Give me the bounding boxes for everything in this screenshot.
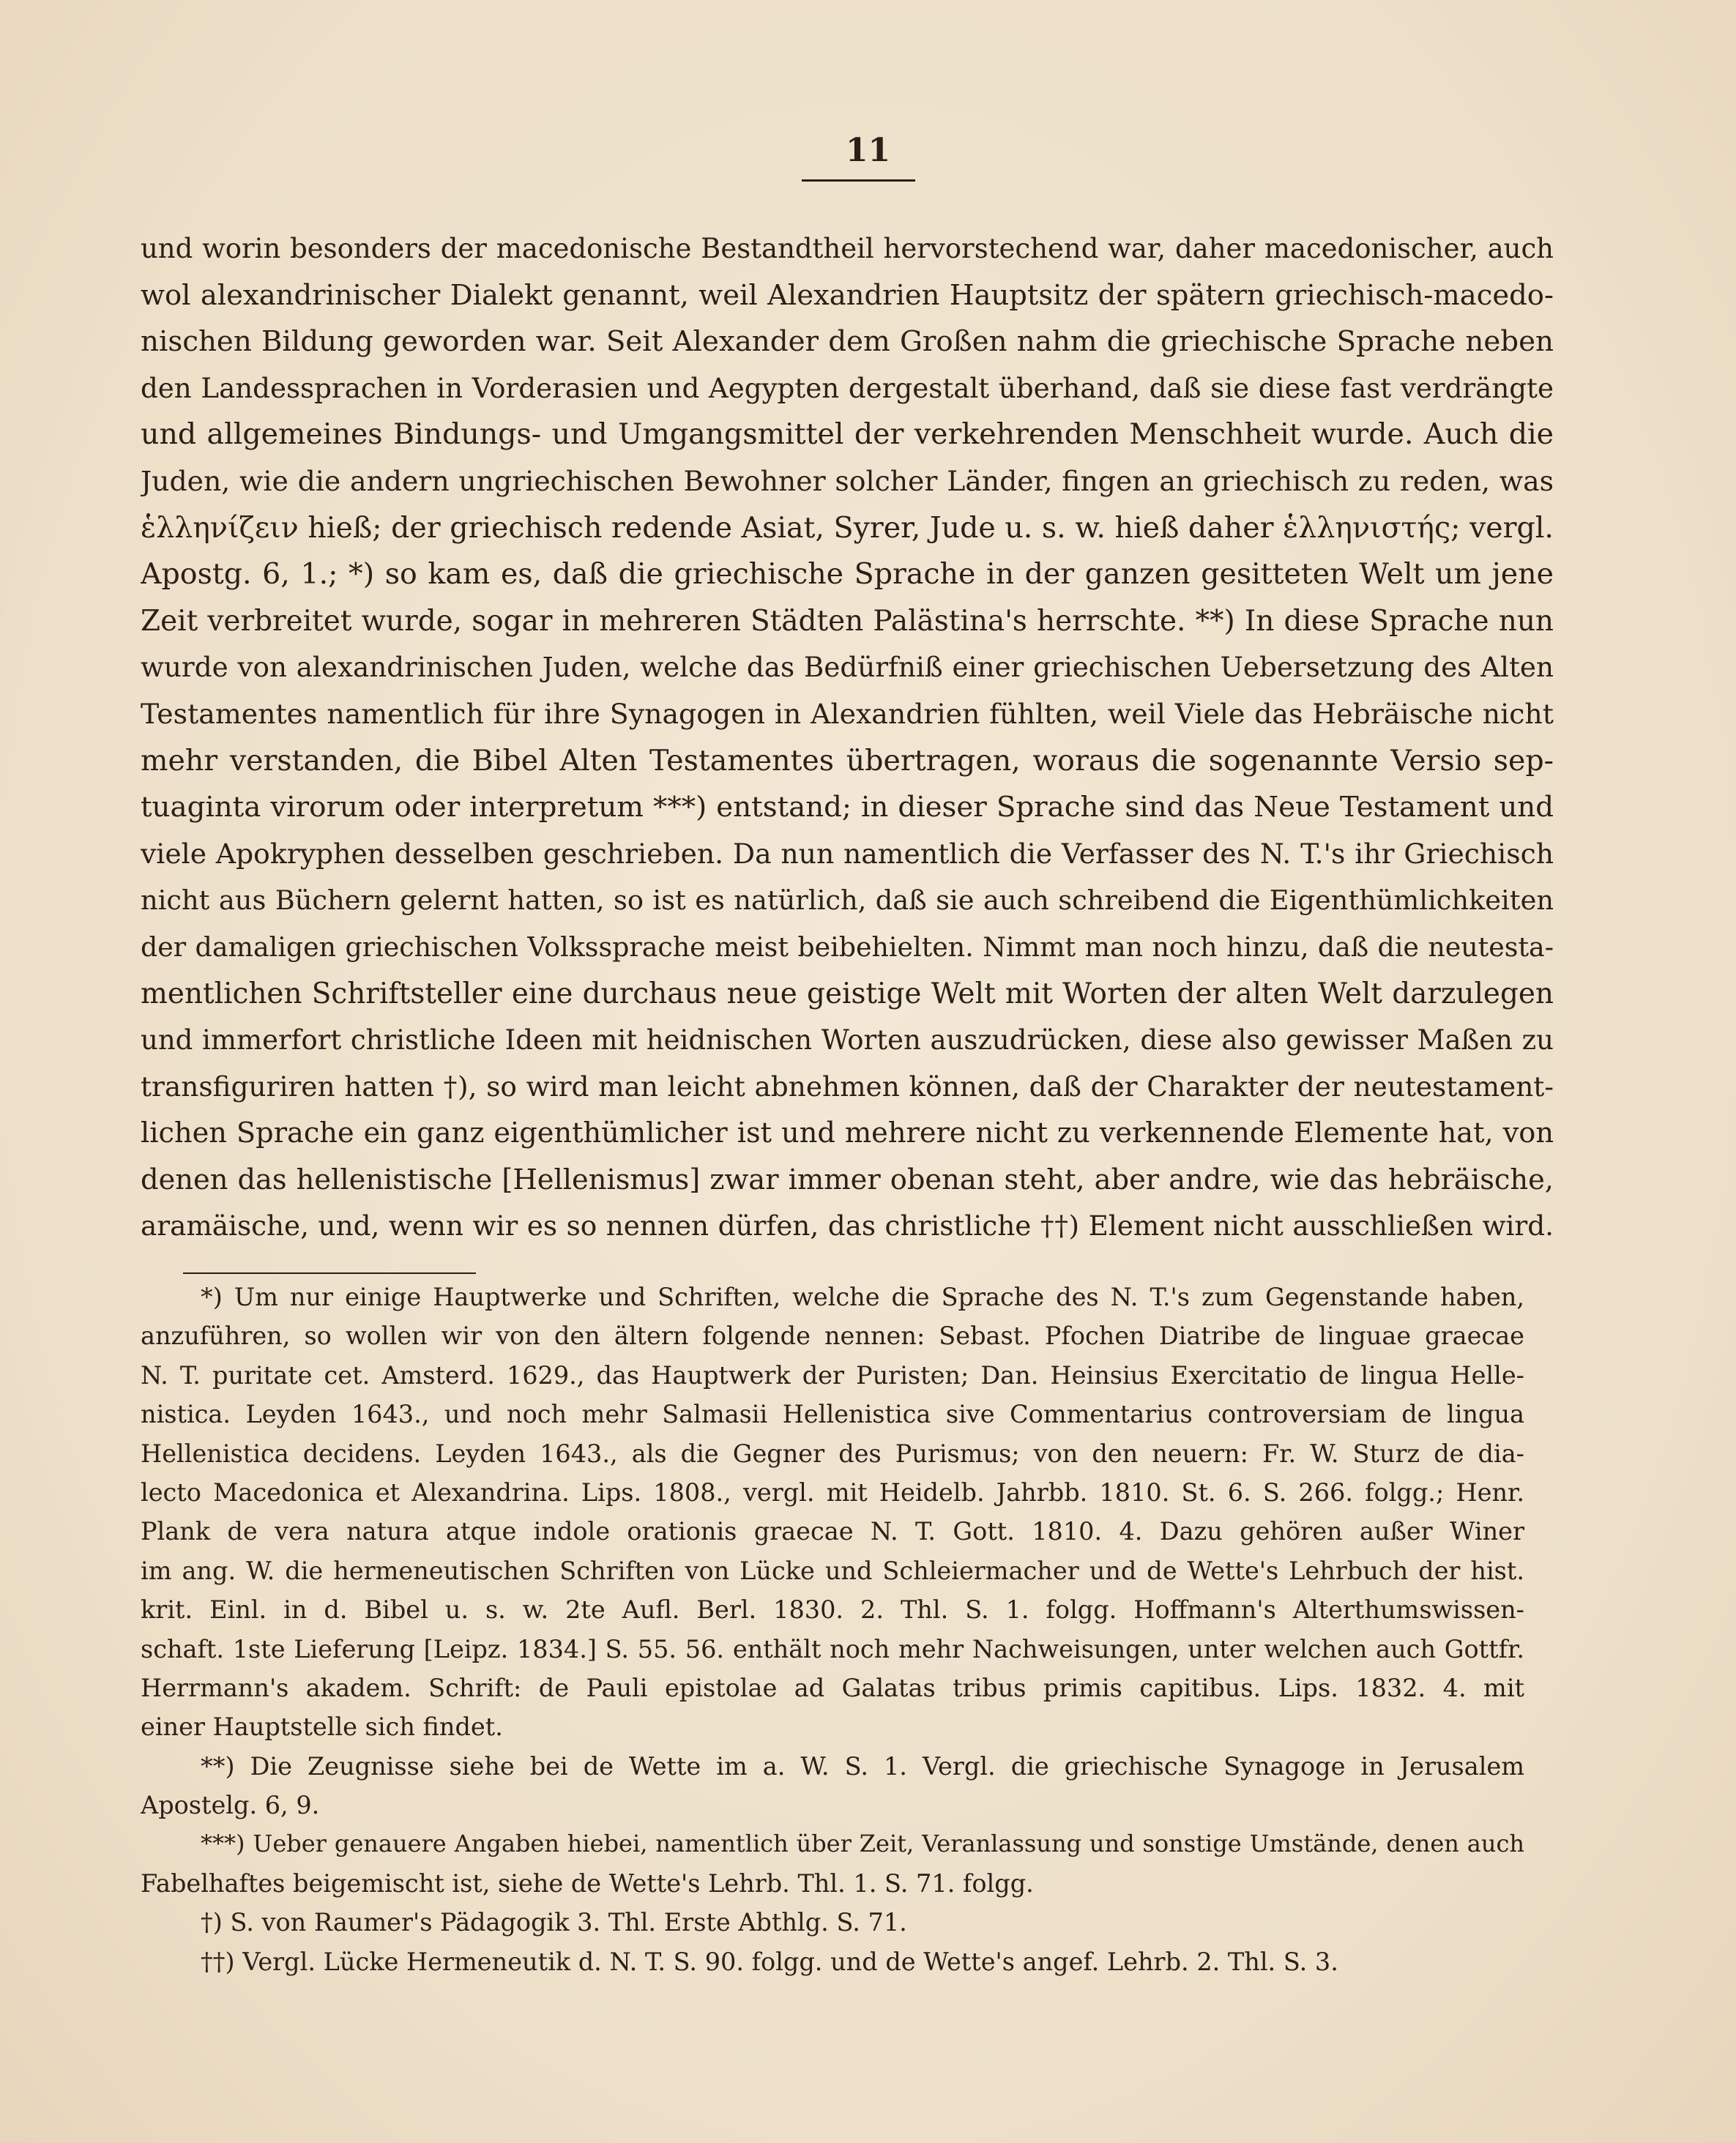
footnote-line: nistica. Leyden 1643., und noch mehr Salmasii Hellenistica sive Commentarius controversiam de lingua bbox=[141, 1400, 1524, 1429]
text-line: tuaginta virorum oder interpretum ***) entstand; in dieser Sprache sind das Neue Testament und bbox=[141, 791, 1554, 824]
main-text-block bbox=[141, 226, 1554, 1250]
footnote-line: Herrmann's akadem. Schrift: de Pauli epistolae ad Galatas tribus primis capitibus. Lips. 1832. 4. mit bbox=[141, 1673, 1524, 1702]
text-line: nicht aus Büchern gelernt hatten, so ist es natürlich, daß sie auch schreibend die Eigenthümlichkeiten bbox=[141, 884, 1554, 917]
text-line: transfiguriren hatten †), so wird man leicht abnehmen können, daß der Charakter der neutestament- bbox=[141, 1070, 1554, 1103]
text-line: viele Apokryphen desselben geschrieben. Da nun namentlich die Verfasser des N. T.'s ihr Griechisch bbox=[141, 837, 1554, 870]
footnote-line: anzuführen, so wollen wir von den ältern folgende nennen: Sebast. Pfochen Diatribe de linguae graecae bbox=[141, 1322, 1524, 1351]
footnote-line: Apostelg. 6, 9. bbox=[141, 1791, 320, 1820]
text-line: denen das hellenistische [Hellenismus] zwar immer obenan steht, aber andre, wie das hebräische, bbox=[141, 1163, 1554, 1196]
text-line: und immerfort christliche Ideen mit heidnischen Worten auszudrücken, diese also gewisser Maßen zu bbox=[141, 1024, 1554, 1056]
footnote-line: krit. Einl. in d. Bibel u. s. w. 2te Aufl. Berl. 1830. 2. Thl. S. 1. folgg. Hoffmann's Alterthumswissen- bbox=[141, 1595, 1524, 1625]
text-line: wurde von alexandrinischen Juden, welche das Bedürfniß einer griechischen Uebersetzung des Alten bbox=[141, 651, 1554, 684]
footnote-line: Plank de vera natura atque indole orationis graecae N. T. Gott. 1810. 4. Dazu gehören außer Winer bbox=[141, 1517, 1524, 1546]
text-line: mehr verstanden, die Bibel Alten Testamentes übertragen, woraus die sogenannte Versio sep- bbox=[141, 743, 1554, 778]
footnote-line: Hellenistica decidens. Leyden 1643., als die Gegner des Purismus; von den neuern: Fr. W. Sturz de dia- bbox=[141, 1439, 1524, 1468]
text-line: Apostg. 6, 1.; *) so kam es, daß die griechische Sprache in der ganzen gesitteten Welt um jene bbox=[141, 557, 1554, 592]
footnote-5: ††) Vergl. Lücke Hermeneutik d. N. T. S. 90. folgg. und de Wette's angef. Lehrb. 2. Thl. S. 3. bbox=[201, 1947, 1338, 1976]
footnote-line: Fabelhaftes beigemischt ist, siehe de Wette's Lehrb. Thl. 1. S. 71. folgg. bbox=[141, 1868, 1034, 1898]
footnote-line: schaft. 1ste Lieferung [Leipz. 1834.] S. 55. 56. enthält noch mehr Nachweisungen, unter welchen auch Gottfr. bbox=[141, 1634, 1524, 1663]
text-line: Juden, wie die andern ungriechischen Bewohner solcher Länder, fingen an griechisch zu reden, was bbox=[141, 464, 1554, 497]
text-line: nischen Bildung geworden war. Seit Alexander dem Großen nahm die griechische Sprache neben bbox=[141, 325, 1554, 359]
footnote-line: N. T. puritate cet. Amsterd. 1629., das Hauptwerk der Puristen; Dan. Heinsius Exercitatio de lingua Helle- bbox=[141, 1360, 1524, 1390]
text-line: aramäische, und, wenn wir es so nennen dürfen, das christliche ††) Element nicht ausschließen wird. bbox=[141, 1210, 1554, 1242]
header-rule bbox=[802, 179, 915, 182]
text-line: Zeit verbreitet wurde, sogar in mehreren Städten Palästina's herrschte. **) In diese Sprache nun bbox=[141, 604, 1554, 638]
text-line: lichen Sprache ein ganz eigenthümlicher ist und mehrere nicht zu verkennende Elemente hat, von bbox=[141, 1117, 1554, 1150]
text-line: und worin besonders der macedonische Bestandtheil hervorstechend war, daher macedonischer, auch bbox=[141, 233, 1554, 264]
text-line: ἑλληνίζειν hieß; der griechisch redende Asiat, Syrer, Jude u. s. w. hieß daher ἑλληνιστής; vergl. bbox=[141, 510, 1554, 545]
text-line: und allgemeines Bindungs- und Umgangsmittel der verkehrenden Menschheit wurde. Auch die bbox=[141, 417, 1554, 452]
footnote-rule bbox=[183, 1272, 476, 1274]
footnote-line: im ang. W. die hermeneutischen Schriften von Lücke und Schleiermacher und de Wette's Lehrbuch der hist. bbox=[141, 1556, 1524, 1585]
text-line: mentlichen Schriftsteller eine durchaus neue geistige Welt mit Worten der alten Welt darzulegen bbox=[141, 977, 1554, 1010]
footnotes-block bbox=[141, 1278, 1524, 1981]
text-line: Testamentes namentlich für ihre Synagogen in Alexandrien fühlten, weil Viele das Hebräische nicht bbox=[141, 697, 1554, 730]
text-line: wol alexandrinischer Dialekt genannt, weil Alexandrien Hauptsitz der spätern griechisch-macedo- bbox=[141, 278, 1554, 312]
footnote-line: einer Hauptstelle sich findet. bbox=[141, 1712, 503, 1742]
text-line: der damaligen griechischen Volkssprache meist beibehielten. Nimmt man noch hinzu, daß die neutesta- bbox=[141, 931, 1554, 963]
footnote-line: lecto Macedonica et Alexandrina. Lips. 1808., vergl. mit Heidelb. Jahrbb. 1810. St. 6. S. 266. folgg.; Henr. bbox=[141, 1477, 1524, 1507]
text-line: den Landessprachen in Vorderasien und Aegypten dergestalt überhand, daß sie diese fast verdrängte bbox=[141, 371, 1554, 404]
footnote-4: †) S. von Raumer's Pädagogik 3. Thl. Erste Abthlg. S. 71. bbox=[201, 1908, 907, 1937]
page-number: 11 bbox=[845, 132, 891, 169]
footnote-1-start: *) Um nur einige Hauptwerke und Schriften, welche die Sprache des N. T.'s zum Gegenstande haben, bbox=[201, 1283, 1524, 1311]
footnote-2-start: **) Die Zeugnisse siehe bei de Wette im a. W. S. 1. Vergl. die griechische Synagoge in Jerusalem bbox=[201, 1751, 1524, 1781]
footnote-3-start: ***) Ueber genauere Angaben hiebei, namentlich über Zeit, Veranlassung und sonstige Umstände, denen auch bbox=[201, 1830, 1524, 1858]
